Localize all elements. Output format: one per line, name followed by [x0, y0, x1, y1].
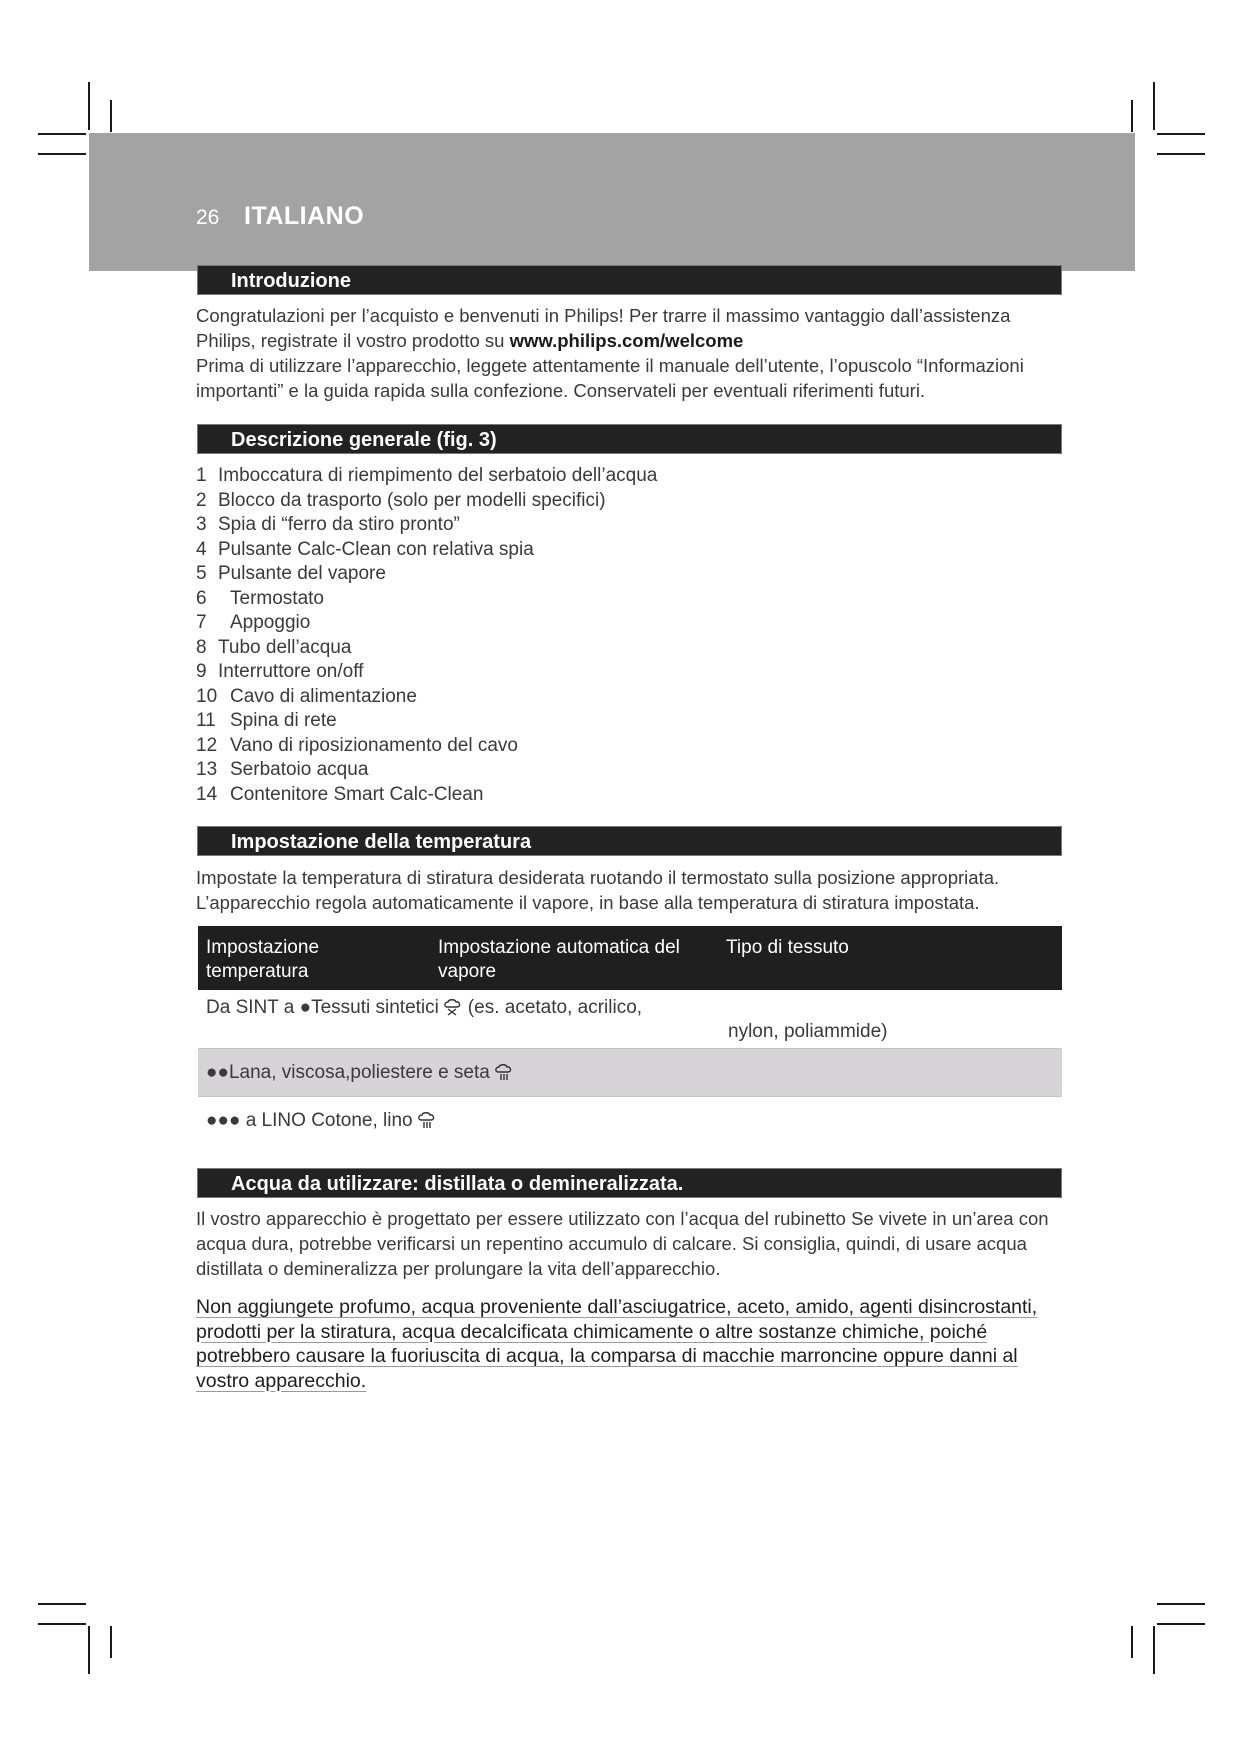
row-setting: Da SINT a ●: [206, 997, 312, 1018]
list-item: 11 Spina di rete: [196, 710, 337, 731]
row-fabric-detail: (es. acetato, acrilico,: [467, 997, 643, 1018]
language-title: ITALIANO: [244, 202, 365, 230]
temperature-paragraph: Impostate la temperatura di stiratura desiderata ruotando il termostato sulla posizione appropriata. L’apparecchio regola automaticamente il vapore, in base alla temperatura di stiratura impostata.: [196, 867, 1000, 913]
page-number: 26: [196, 206, 220, 229]
crop-mark: [38, 133, 86, 135]
philips-url-link[interactable]: www.philips.com/welcome: [509, 330, 744, 351]
row-fabric-detail-2: nylon, poliammide): [728, 1021, 888, 1042]
intro-line1: Congratulazioni per l’acquisto e benvenuti in Philips! Per trarre il massimo vantaggio dall’assistenza: [196, 305, 1011, 326]
water-paragraph: Il vostro apparecchio è progettato per essere utilizzato con l’acqua del rubinetto Se vivete in un’area con acqua dura, potrebbe verificarsi un repentino accumulo di calcare. Si consiglia, quindi, di usare acqua distillata o demineralizza per prolungare la vita dell’apparecchio.: [196, 1208, 1049, 1279]
crop-mark: [1157, 1623, 1205, 1625]
crop-mark: [1153, 82, 1155, 130]
list-item: 9 Interruttore on/off: [196, 661, 364, 682]
section-heading-description: Descrizione generale (fig. 3): [197, 424, 1062, 454]
section-heading-water: Acqua da utilizzare: distillata o demineralizzata.: [197, 1168, 1062, 1198]
header-fabric: Tipo di tessuto: [718, 926, 1062, 990]
row-setting: ●●● a LINO: [206, 1109, 306, 1131]
table-row: [198, 990, 1062, 1048]
header-steam: Impostazione automatica del vapore: [430, 926, 718, 990]
steam-icon: [490, 1068, 514, 1085]
intro-line2: Philips, registrate il vostro prodotto su: [196, 330, 510, 351]
row-fabric: Lana, viscosa,poliestere e seta: [228, 1061, 490, 1083]
steam-icon: [413, 1116, 437, 1133]
crop-mark: [38, 1603, 86, 1605]
section-heading-temperature: Impostazione della temperatura: [197, 826, 1062, 856]
list-item: 6 Termostato: [196, 587, 324, 609]
crop-mark: [38, 1623, 86, 1625]
crop-mark: [1157, 1603, 1205, 1605]
list-item: 5 Pulsante del vapore: [196, 563, 386, 584]
row-setting: ●●: [206, 1061, 229, 1083]
section-heading-intro: Introduzione: [197, 265, 1062, 295]
list-item: 13 Serbatoio acqua: [196, 759, 369, 780]
crop-mark: [1131, 1626, 1133, 1658]
crop-mark: [1131, 100, 1133, 132]
no-steam-icon: [439, 1003, 468, 1020]
intro-paragraph2: Prima di utilizzare l’apparecchio, leggete attentamente il manuale dell’utente, l’opuscolo “Informazioni importanti” e la guida rapida sulla confezione. Conservateli per eventuali riferimenti futuri.: [196, 355, 1024, 401]
row-fabric: Tessuti sintetici: [311, 997, 439, 1018]
list-item: 3 Spia di “ferro da stiro pronto”: [196, 514, 460, 535]
table-row: [198, 1096, 1062, 1144]
table-row: [198, 1048, 1062, 1096]
list-item: 14 Contenitore Smart Calc-Clean: [196, 783, 484, 805]
list-item: 2 Blocco da trasporto (solo per modelli specifici): [196, 489, 606, 511]
warning-text: Non aggiungete profumo, acqua proveniente dall’asciugatrice, aceto, amido, agenti disincrostanti, prodotti per la stiratura, acqua decalcificata chimicamente o altre sostanze chimiche, poiché potrebbero causare la fuoriuscita di acqua, la comparsa di macchie marroncine oppure danni al vostro apparecchio.: [196, 1296, 1038, 1392]
header-setting: Impostazione temperatura: [198, 926, 430, 990]
table-header-row: [198, 926, 1062, 990]
temperature-table: [198, 926, 1062, 1144]
parts-list: [196, 464, 657, 807]
warning-paragraph: [196, 1295, 1076, 1393]
crop-mark: [88, 82, 90, 130]
list-item: 12 Vano di riposizionamento del cavo: [196, 734, 518, 756]
row-fabric: Cotone, lino: [311, 1109, 413, 1131]
crop-mark: [110, 1626, 112, 1658]
crop-mark: [110, 100, 112, 132]
list-item: 10 Cavo di alimentazione: [196, 685, 417, 707]
intro-paragraph: [196, 303, 1076, 403]
list-item: 7 Appoggio: [196, 612, 311, 633]
list-item: 1 Imboccatura di riempimento del serbatoio dell’acqua: [196, 465, 658, 486]
crop-mark: [1157, 133, 1205, 135]
list-item: 8 Tubo dell’acqua: [196, 636, 352, 658]
crop-mark: [88, 1626, 90, 1674]
list-item: 4 Pulsante Calc-Clean con relativa spia: [196, 538, 534, 560]
crop-mark: [1153, 1626, 1155, 1674]
crop-mark: [38, 153, 86, 155]
crop-mark: [1157, 153, 1205, 155]
